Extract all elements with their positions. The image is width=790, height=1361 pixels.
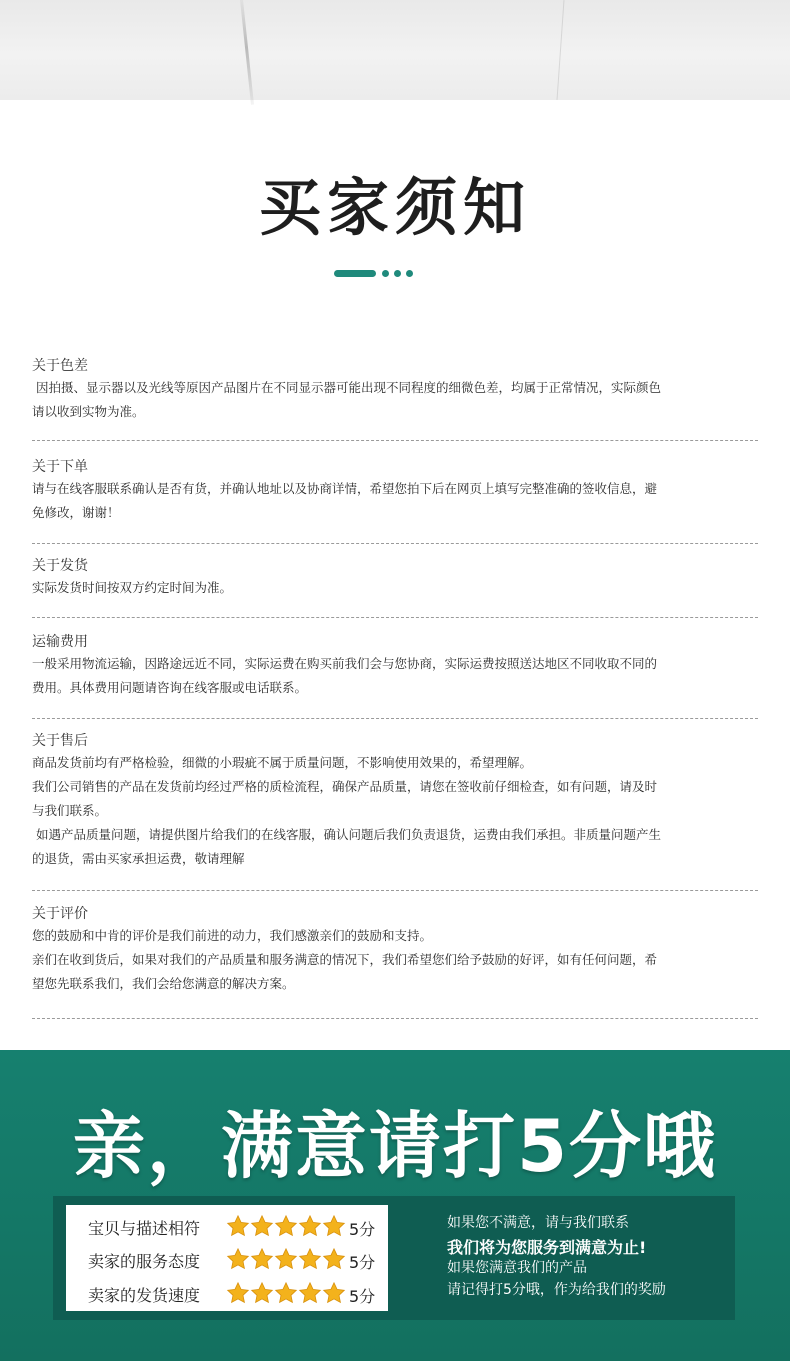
star-icon [298, 1247, 322, 1271]
notice-section-freight [32, 632, 760, 700]
rating-label: 卖家的发货速度 [88, 1286, 201, 1305]
rating-label: 宝贝与描述相符 [88, 1219, 201, 1238]
rating-score: 5分 [349, 1287, 376, 1306]
rating-score: 5分 [349, 1253, 376, 1272]
star-rating [226, 1214, 346, 1240]
section-heading: 关于评价 [32, 906, 88, 922]
star-icon [274, 1247, 298, 1271]
section-line: 您的鼓励和中肯的评价是我们前进的动力，我们感激亲们的鼓励和支持。 [32, 928, 433, 943]
section-heading: 关于售后 [32, 733, 88, 749]
banner-message: 如果您满意我们的产品 [447, 1260, 587, 1276]
star-icon [322, 1281, 346, 1305]
star-icon [274, 1281, 298, 1305]
star-icon [250, 1247, 274, 1271]
star-icon [274, 1214, 298, 1238]
dashed-divider [32, 890, 758, 891]
dashed-divider [32, 617, 758, 618]
section-heading: 关于色差 [32, 358, 88, 374]
star-icon [226, 1281, 250, 1305]
dashed-divider [32, 1018, 758, 1019]
section-line: 请与在线客服联系确认是否有货，并确认地址以及协商详情，希望您拍下后在网页上填写完整准确的签收信息，避 [32, 481, 658, 496]
rating-label: 卖家的服务态度 [88, 1252, 201, 1271]
rating-row-description [66, 1212, 388, 1242]
banner-title: 亲，满意请打5分哦 [72, 1104, 718, 1188]
title-decoration [334, 270, 424, 278]
notice-section-review [32, 904, 760, 996]
section-line: 因拍摄、显示器以及光线等原因产品图片在不同显示器可能出现不同程度的细微色差，均属于正常情况，实际颜色 [36, 380, 662, 395]
notice-section-color [32, 356, 760, 424]
star-icon [226, 1247, 250, 1271]
star-icon [322, 1214, 346, 1238]
section-line: 请以收到实物为准。 [32, 404, 145, 419]
rating-row-service [66, 1245, 388, 1275]
star-icon [226, 1214, 250, 1238]
section-line: 与我们联系。 [32, 803, 108, 818]
section-line: 如遇产品质量问题，请提供图片给我们的在线客服，确认问题后我们负责退货，运费由我们承担。非质量问题产生 [36, 827, 662, 842]
star-icon [298, 1214, 322, 1238]
section-line: 实际发货时间按双方约定时间为准。 [32, 580, 233, 595]
banner-message: 如果您不满意，请与我们联系 [447, 1215, 629, 1231]
dashed-divider [32, 440, 758, 441]
section-line: 的退货，需由买家承担运费，敬请理解 [32, 851, 245, 866]
banner-message: 我们将为您服务到满意为止! [447, 1238, 647, 1257]
section-line: 商品发货前均有严格检验，细微的小瑕疵不属于质量问题，不影响使用效果的，希望理解。 [32, 755, 533, 770]
notice-section-aftersale [32, 731, 760, 871]
section-heading: 运输费用 [32, 634, 88, 650]
header-photo [0, 0, 790, 100]
section-line: 望您先联系我们，我们会给您满意的解决方案。 [32, 976, 295, 991]
star-icon [250, 1214, 274, 1238]
star-icon [298, 1281, 322, 1305]
page-title: 买家须知 [258, 171, 531, 244]
rating-row-delivery [66, 1279, 388, 1309]
star-rating [226, 1281, 346, 1307]
star-icon [322, 1247, 346, 1271]
section-line: 我们公司销售的产品在发货前均经过严格的质检流程，确保产品质量，请您在签收前仔细检查，如有问题，请及时 [32, 779, 658, 794]
star-icon [250, 1281, 274, 1305]
notice-section-order [32, 457, 760, 525]
notice-section-shipping [32, 556, 760, 600]
rating-score: 5分 [349, 1220, 376, 1239]
star-rating [226, 1247, 346, 1273]
dashed-divider [32, 718, 758, 719]
section-line: 一般采用物流运输，因路途远近不同，实际运费在购买前我们会与您协商，实际运费按照送达地区不同收取不同的 [32, 656, 658, 671]
rating-table [66, 1205, 388, 1311]
banner-message: 请记得打5分哦，作为给我们的奖励 [447, 1282, 666, 1298]
section-line: 免修改，谢谢！ [32, 505, 120, 520]
section-heading: 关于下单 [32, 459, 88, 475]
section-line: 亲们在收到货后，如果对我们的产品质量和服务满意的情况下，我们希望您们给予鼓励的好评，如有任何问题，希 [32, 952, 658, 967]
section-line: 费用。具体费用问题请咨询在线客服或电话联系。 [32, 680, 308, 695]
section-heading: 关于发货 [32, 558, 88, 574]
dashed-divider [32, 543, 758, 544]
